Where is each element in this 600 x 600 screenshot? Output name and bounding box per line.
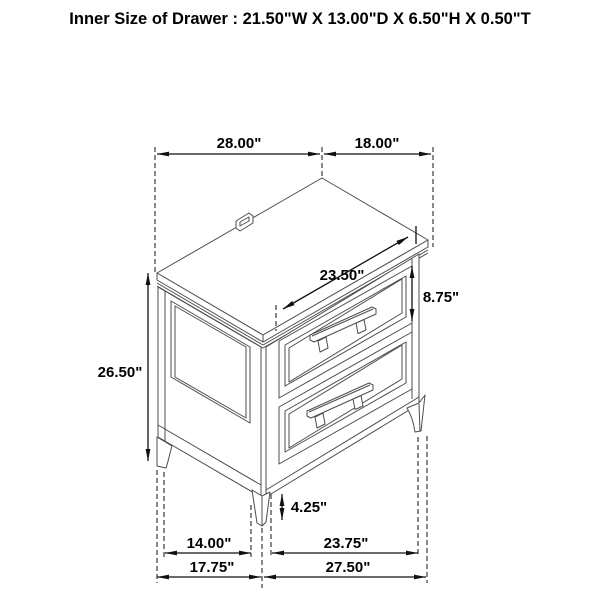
dim-label-leg-height: 4.25" <box>290 499 328 516</box>
dim-overall-height <box>98 273 148 461</box>
dim-top-depth <box>324 135 431 154</box>
dim-label-overall-height: 26.50" <box>97 364 143 381</box>
dim-base-width <box>264 559 426 577</box>
dim-label-drawer-width: 23.50" <box>319 267 365 284</box>
dim-top-width <box>157 135 320 154</box>
dim-leg-height <box>282 494 327 520</box>
dim-label-base-inner-depth: 14.00" <box>186 535 232 552</box>
dim-label-top-width: 28.00" <box>216 135 262 152</box>
drawer-inner-size-title: Inner Size of Drawer : 21.50"W X 13.00"D X 6.50"H X 0.50"T <box>69 10 531 28</box>
dim-label-drawer-height: 8.75" <box>422 289 460 306</box>
dim-base-inner-depth <box>165 535 251 553</box>
dim-label-base-width: 27.50" <box>325 559 371 576</box>
dim-label-top-depth: 18.00" <box>354 135 400 152</box>
nightstand-drawing <box>157 178 428 526</box>
dim-base-inner-width <box>272 535 418 553</box>
leg-front-center <box>252 490 270 526</box>
dim-label-base-inner-width: 23.75" <box>323 535 369 552</box>
dim-base-depth <box>157 559 261 577</box>
dim-label-base-depth: 17.75" <box>189 559 235 576</box>
